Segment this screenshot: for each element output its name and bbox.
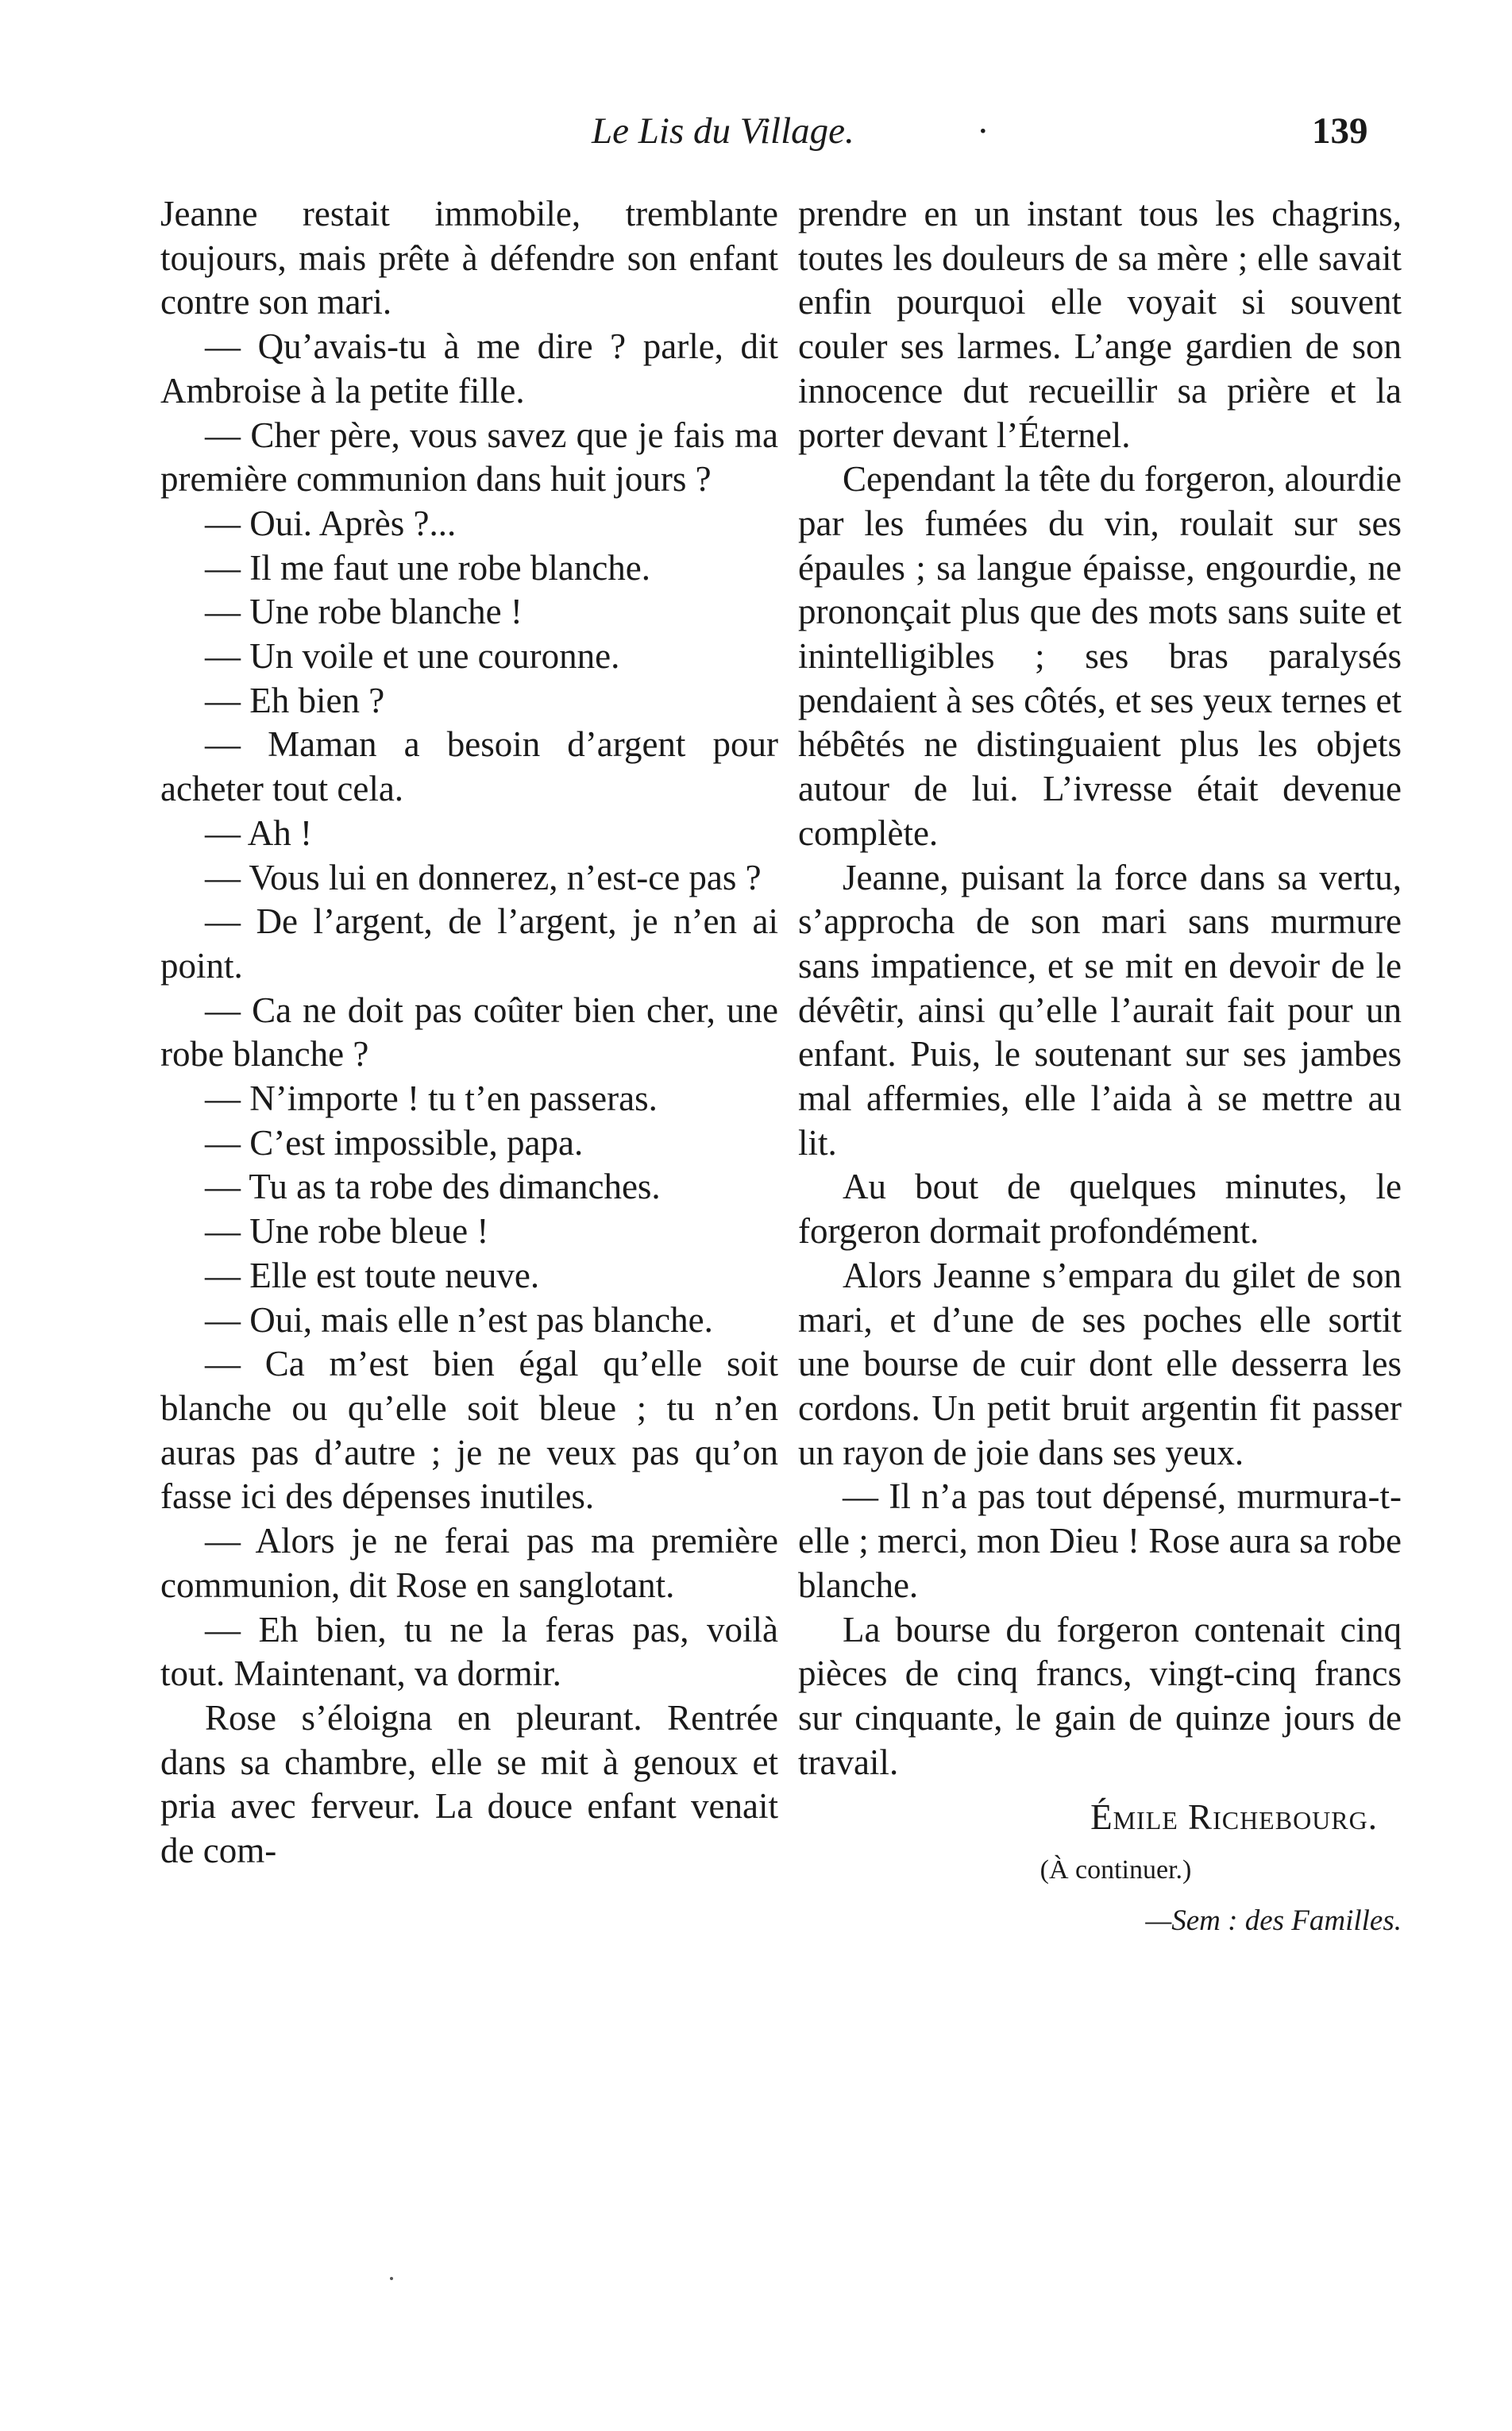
paragraph: Cependant la tête du forgeron, alourdie par les fumées du vin, roulait sur ses épaules ; sa langue épaisse, engourdie, ne prononçait plus que des mots sans suite et inintelligibles ; ses bras paralysés pendaient à ses côtés, et ses yeux ternes et hébêtés ne distinguaient plus les objets autour de lui. L’ivresse était devenue complète.	[798, 459, 1402, 853]
paragraph: — Ca ne doit pas coûter bien cher, une robe blanche ?	[160, 990, 778, 1075]
page-header	[0, 110, 1512, 157]
paragraph: Alors Jeanne s’empara du gilet de son mari, et d’une de ses poches elle sortit une bourse de cuir dont elle desserra les cordons. Un petit bruit argentin fit passer un rayon de joie dans ses yeux.	[798, 1255, 1402, 1472]
paragraph: — Qu’avais-tu à me dire ? parle, dit Ambroise à la petite fille.	[160, 326, 778, 411]
paragraph: — C’est impossible, papa.	[205, 1122, 584, 1163]
paragraph: — Ca m’est bien égal qu’elle soit blanche ou qu’elle soit bleue ; tu n’en auras pas d’autre ; je ne veux pas qu’on fasse ici des dépenses inutiles.	[160, 1344, 778, 1517]
header-dot: ·	[977, 110, 989, 152]
left-column	[160, 192, 778, 1873]
paragraph: — Alors je ne ferai pas ma première communion, dit Rose en sanglotant.	[160, 1521, 778, 1605]
paragraph: — Ah !	[205, 812, 312, 853]
paragraph: Rose s’éloigna en pleurant. Rentrée dans sa chambre, elle se mit à genoux et pria avec ferveur. La douce enfant venait de com-	[160, 1697, 778, 1871]
paragraph: — Vous lui en donnerez, n’est-ce pas ?	[205, 857, 762, 897]
paragraph: prendre en un instant tous les chagrins, toutes les douleurs de sa mère ; elle savait enfin pourquoi elle voyait si souvent couler ses larmes. L’ange gardien de son innocence dut recueillir sa prière et la porter devant l’Éternel.	[798, 194, 1402, 455]
right-column	[798, 192, 1402, 1943]
paragraph: Jeanne, puisant la force dans sa vertu, s’approcha de son mari sans murmure sans impatience, et se mit en devoir de le dévêtir, ainsi qu’elle l’aurait fait pour un enfant. Puis, le soutenant sur ses jambes mal affermies, elle l’aida à se mettre au lit.	[798, 857, 1402, 1163]
paragraph: — Elle est toute neuve.	[205, 1255, 540, 1295]
paragraph: — Eh bien, tu ne la feras pas, voilà tout. Maintenant, va dormir.	[160, 1609, 778, 1694]
paragraph: — Oui. Après ?...	[205, 503, 457, 543]
author-signature: Émile Richebourg.	[1090, 1797, 1378, 1838]
paragraph: Jeanne restait immobile, tremblante toujours, mais prête à défendre son enfant contre son mari.	[160, 194, 778, 322]
paragraph: — Cher père, vous savez que je fais ma première communion dans huit jours ?	[160, 415, 778, 500]
paragraph: — Oui, mais elle n’est pas blanche.	[205, 1299, 713, 1340]
continuation-note: (À continuer.)	[1040, 1855, 1192, 1885]
paragraph: — Il n’a pas tout dépensé, murmura-t-elle ; merci, mon Dieu ! Rose aura sa robe blanche.	[798, 1476, 1402, 1605]
running-title: Le Lis du Village.	[592, 110, 854, 152]
paragraph: Au bout de quelques minutes, le forgeron dormait profondément.	[798, 1167, 1402, 1252]
paragraph: — Une robe bleue !	[205, 1211, 489, 1252]
page-number: 139	[1312, 110, 1368, 152]
paragraph: — Une robe blanche !	[205, 592, 523, 632]
paragraph: La bourse du forgeron contenait cinq pièces de cinq francs, vingt-cinq francs sur cinquante, le gain de quinze jours de travail.	[798, 1609, 1402, 1782]
paragraph: — Un voile et une couronne.	[205, 636, 620, 677]
paragraph: — Tu as ta robe des dimanches.	[205, 1167, 661, 1207]
paragraph: — De l’argent, de l’argent, je n’en ai point.	[160, 901, 778, 986]
paragraph: — Eh bien ?	[205, 680, 385, 720]
paragraph: — N’importe ! tu t’en passeras.	[205, 1079, 658, 1119]
source-note: —Sem : des Familles.	[1145, 1904, 1402, 1937]
paragraph: — Il me faut une robe blanche.	[205, 547, 651, 588]
paragraph: — Maman a besoin d’argent pour acheter tout cela.	[160, 724, 778, 809]
print-speck	[390, 2277, 393, 2280]
